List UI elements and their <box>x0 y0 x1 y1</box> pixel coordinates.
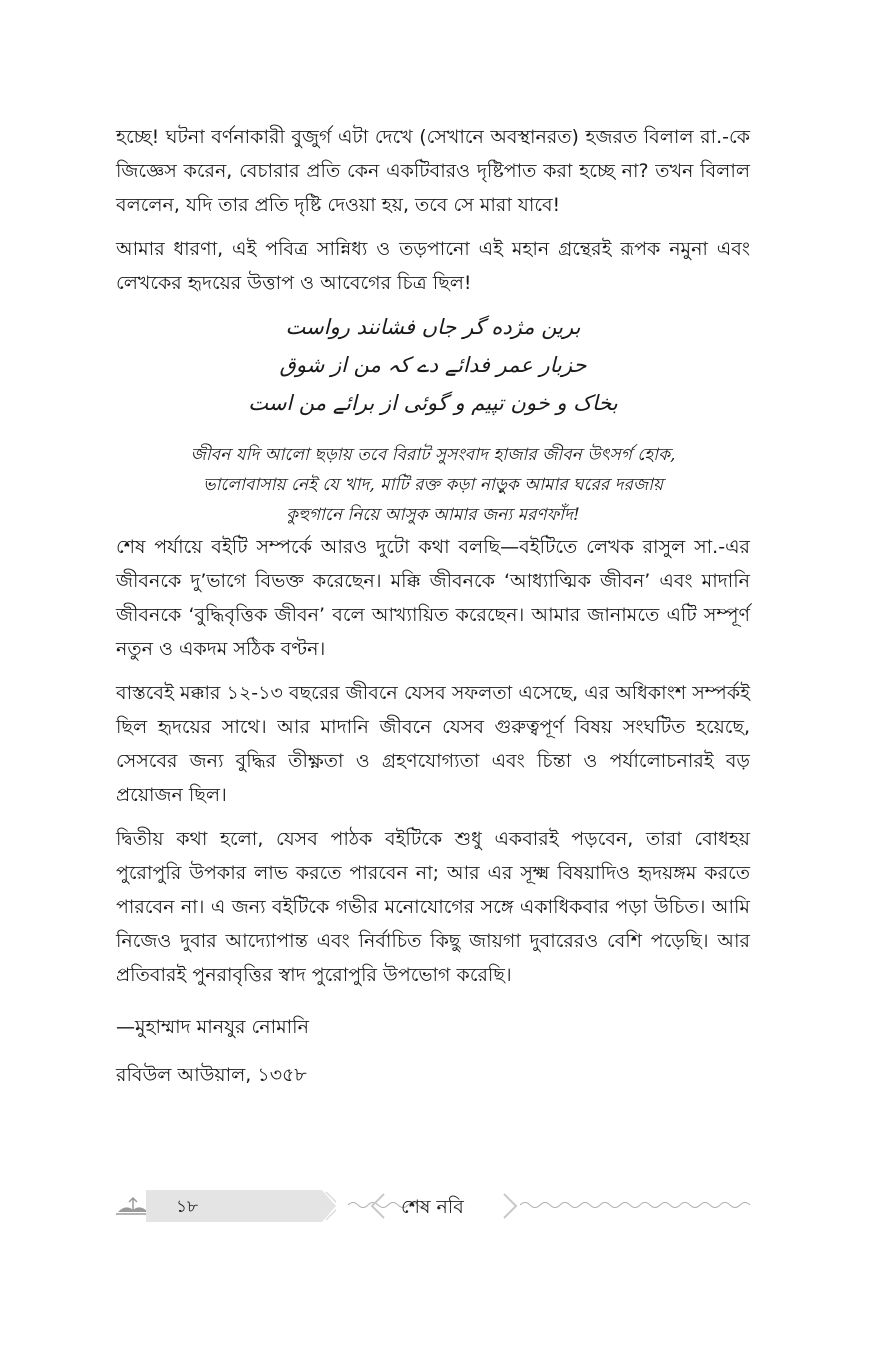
page-content <box>116 120 750 1092</box>
left-chevron-icon <box>366 1190 390 1222</box>
persian-verse-line-3: بخاک و خون تپیم و گوئی از برائے من است <box>248 391 618 415</box>
right-chevron-icon <box>498 1190 522 1222</box>
bengali-verse-line-1: জীবন যদি আলো ছড়ায় তবে বিরাট সুসংবাদ হাজার জীবন উৎসর্গ হোক, <box>190 445 676 465</box>
paragraph-5: দ্বিতীয় কথা হলো, যেসব পাঠক বইটিকে শুধু একবারই পড়বেন, তারা বোধহয় পুরোপুরি উপকার লাভ করতে পারবেন না; আর এর সূক্ষ্ম বিষয়াদিও হৃদয়ঙ্গম করতে পারবেন না। এ জন্য বইটিকে গভীর মনোযোগের সঙ্গে একাধিকবার পড়া উচিত। আমি নিজেও দুবার আদ্যোপান্ত এবং নির্বাচিত কিছু জায়গা দুবারেরও বেশি পড়েছি। আর প্রতিবারই পুনরাবৃত্তির স্বাদ পুরোপুরি উপভোগ করেছি। <box>116 828 750 986</box>
bengali-verse-line-3: কুহুগানে নিয়ে আসুক আমার জন্য মরণফাঁদ! <box>286 505 580 525</box>
persian-verse-line-1: برین مژده گر جاں فشانند رواست <box>285 315 581 339</box>
paragraph-2: আমার ধারণা, এই পবিত্র সান্নিধ্য ও তড়পানো এই মহান গ্রন্থেরই রূপক নমুনা এবং লেখকের হৃদয়ের উত্তাপ ও আবেগের চিত্র ছিল! <box>116 238 750 294</box>
page-number: ১৮ <box>176 1197 199 1217</box>
paragraph-3: শেষ পর্যায়ে বইটি সম্পর্কে আরও দুটো কথা বলছি—বইটিতে লেখক রাসুল সা.-এর জীবনকে দু’ভাগে বিভক্ত করেছেন। মক্কি জীবনকে ‘আধ্যাত্মিক জীবন’ এবং মাদানি জীবনকে ‘বুদ্ধিবৃত্তিক জীবন’ বলে আখ্যায়িত করেছেন। আমার জানামতে এটি সম্পূর্ণ নতুন ও একদম সঠিক বণ্টন। <box>116 536 750 660</box>
persian-verse-line-2: حزبار عمر فدائے دے کہ من از شوق <box>279 353 587 377</box>
paragraph-4: বাস্তবেই মক্কার ১২-১৩ বছরের জীবনে যেসব সফলতা এসেছে, এর অধিকাংশ সম্পর্কই ছিল হৃদয়ের সাথে। আর মাদানি জীবনে যেসব গুরুত্বপূর্ণ বিষয় সংঘটিত হয়েছে, সেসবের জন্য বুদ্ধির তীক্ষ্ণতা ও গ্রহণযোগ্যতা এবং চিন্তা ও পর্যালোচনারই বড় প্রয়োজন ছিল। <box>116 682 750 806</box>
bengali-verse-line-2: ভালোবাসায় নেই যে খাদ, মাটি রক্ত কড়া নাড়ুক আমার ঘরের দরজায় <box>202 475 664 495</box>
page-number-badge <box>146 1190 336 1222</box>
date-line: রবিউল আউয়াল, ১৩৫৮ <box>116 1064 307 1086</box>
persian-verse <box>116 308 750 422</box>
bengali-verse <box>116 440 750 530</box>
author-signature: —মুহাম্মাদ মানযুর নোমানি <box>116 1016 309 1038</box>
right-wave-divider <box>520 1200 750 1210</box>
page-footer <box>116 1188 750 1224</box>
paragraph-1: হচ্ছে! ঘটনা বর্ণনাকারী বুজুর্গ এটা দেখে (সেখানে অবস্থানরত) হজরত বিলাল রা.-কে জিজ্ঞেস করেন, বেচারার প্রতি কেন একটিবারও দৃষ্টিপাত করা হচ্ছে না? তখন বিলাল বললেন, যদি তার প্রতি দৃষ্টি দেওয়া হয়, তবে সে মারা যাবে! <box>116 126 750 216</box>
book-ornament-icon <box>116 1194 150 1216</box>
book-title: শেষ নবি <box>401 1196 464 1218</box>
